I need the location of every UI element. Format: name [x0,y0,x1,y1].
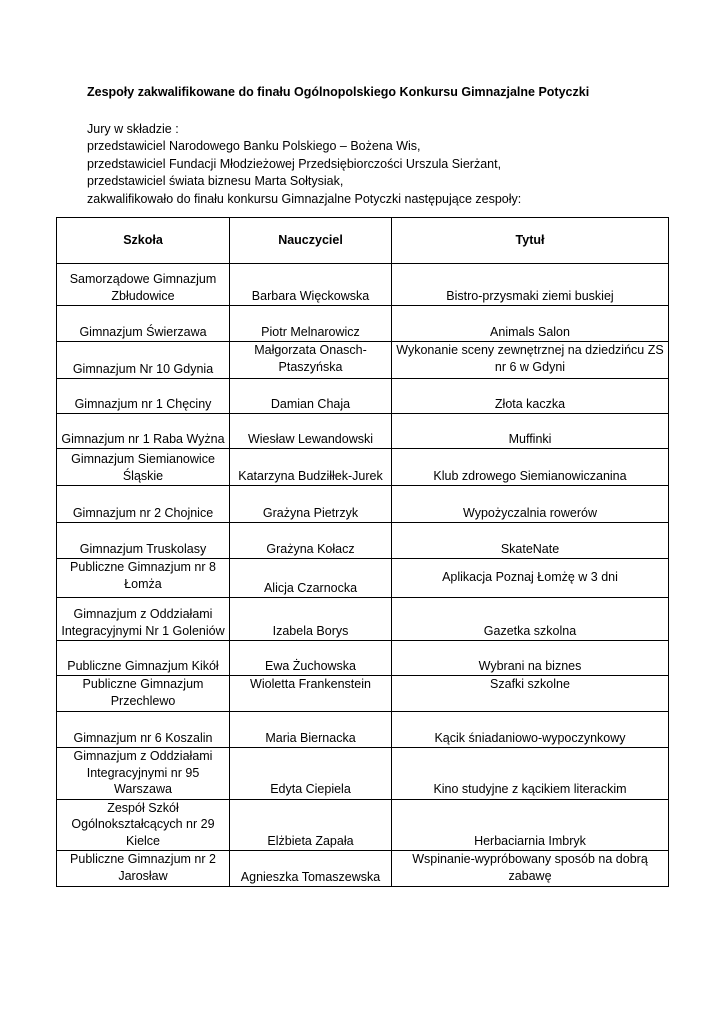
school-cell: Samorządowe Gimnazjum Zbłudowice [57,264,230,306]
title-cell: Kino studyjne z kącikiem literackim [392,748,669,800]
intro-line: Jury w składzie : [87,122,179,136]
title-cell: Wykonanie sceny zewnętrznej na dziedzińcu ZS nr 6 w Gdyni [392,342,669,379]
teacher-cell: Edyta Ciepiela [230,748,392,800]
table-row [57,748,669,800]
table-row [57,264,669,306]
school-cell: Gimnazjum Nr 10 Gdynia [57,342,230,379]
intro-line: przedstawiciel świata biznesu Marta Sołtysiak, [87,174,344,189]
table-header-row [57,218,669,264]
teacher-cell: Barbara Więckowska [230,264,392,306]
school-cell: Gimnazjum nr 1 Chęciny [57,379,230,414]
table-row [57,559,669,598]
teacher-cell: Ewa Żuchowska [230,641,392,676]
header-school: Szkoła [57,218,230,264]
title-cell: SkateNate [392,523,669,559]
document-title: Zespoły zakwalifikowane do finału Ogólnopolskiego Konkursu Gimnazjalne Potyczki [87,85,590,99]
teacher-cell: Agnieszka Tomaszewska [230,851,392,887]
school-cell: Publiczne Gimnazjum Kikół [57,641,230,676]
title-cell: Wypożyczalnia rowerów [392,486,669,523]
title-cell: Muffinki [392,414,669,449]
school-cell: Gimnazjum nr 1 Raba Wyżna [57,414,230,449]
school-cell: Gimnazjum Siemianowice Śląskie [57,449,230,486]
table-row [57,676,669,712]
table-row [57,712,669,748]
teacher-cell: Izabela Borys [230,598,392,641]
teacher-cell: Wiesław Lewandowski [230,414,392,449]
table-row [57,641,669,676]
table-row [57,851,669,887]
title-cell: Herbaciarnia Imbryk [392,799,669,851]
intro-paragraph [87,121,521,208]
school-cell: Gimnazjum z Oddziałami Integracyjnymi Nr 1 Goleniów [57,598,230,641]
intro-line: przedstawiciel Fundacji Młodzieżowej Przedsiębiorczości Urszula Sierżant, [87,156,502,171]
finalists-table [56,217,669,887]
teacher-cell: Wioletta Frankenstein [230,676,392,712]
intro-line: zakwalifikowało do finału konkursu Gimnazjalne Potyczki następujące zespoły: [87,191,522,206]
table-row [57,306,669,342]
school-cell: Gimnazjum z Oddziałami Integracyjnymi nr 95 Warszawa [57,748,230,800]
title-cell: Szafki szkolne [392,676,669,712]
header-teacher: Nauczyciel [230,218,392,264]
title-cell: Gazetka szkolna [392,598,669,641]
title-cell: Kącik śniadaniowo-wypoczynkowy [392,712,669,748]
title-cell: Animals Salon [392,306,669,342]
title-cell: Bistro-przysmaki ziemi buskiej [392,264,669,306]
title-cell: Klub zdrowego Siemianowiczanina [392,449,669,486]
school-cell: Publiczne Gimnazjum nr 8 Łomża [57,559,230,598]
teacher-cell: Grażyna Kołacz [230,523,392,559]
table-row [57,379,669,414]
teacher-cell: Piotr Melnarowicz [230,306,392,342]
table-row [57,449,669,486]
teacher-cell: Damian Chaja [230,379,392,414]
table-row [57,342,669,379]
school-cell: Gimnazjum nr 6 Koszalin [57,712,230,748]
table-row [57,598,669,641]
table-row [57,799,669,851]
title-cell: Wspinanie-wypróbowany sposób na dobrą zabawę [392,851,669,887]
school-cell: Gimnazjum nr 2 Chojnice [57,486,230,523]
intro-line: przedstawiciel Narodowego Banku Polskiego – Bożena Wis, [87,139,421,154]
title-cell: Wybrani na biznes [392,641,669,676]
teacher-cell: Małgorzata Onasch-Ptaszyńska [230,342,392,379]
title-cell: Złota kaczka [392,379,669,414]
table-row [57,414,669,449]
teacher-cell: Alicja Czarnocka [230,559,392,598]
teacher-cell: Grażyna Pietrzyk [230,486,392,523]
school-cell: Gimnazjum Świerzawa [57,306,230,342]
header-title: Tytuł [392,218,669,264]
teacher-cell: Maria Biernacka [230,712,392,748]
school-cell: Gimnazjum Truskolasy [57,523,230,559]
table-row [57,523,669,559]
teacher-cell: Katarzyna Budziłłek-Jurek [230,449,392,486]
title-cell: Aplikacja Poznaj Łomżę w 3 dni [392,559,669,598]
teacher-cell: Elżbieta Zapała [230,799,392,851]
school-cell: Zespół Szkół Ogólnokształcących nr 29 Kielce [57,799,230,851]
school-cell: Publiczne Gimnazjum Przechlewo [57,676,230,712]
school-cell: Publiczne Gimnazjum nr 2 Jarosław [57,851,230,887]
table-row [57,486,669,523]
